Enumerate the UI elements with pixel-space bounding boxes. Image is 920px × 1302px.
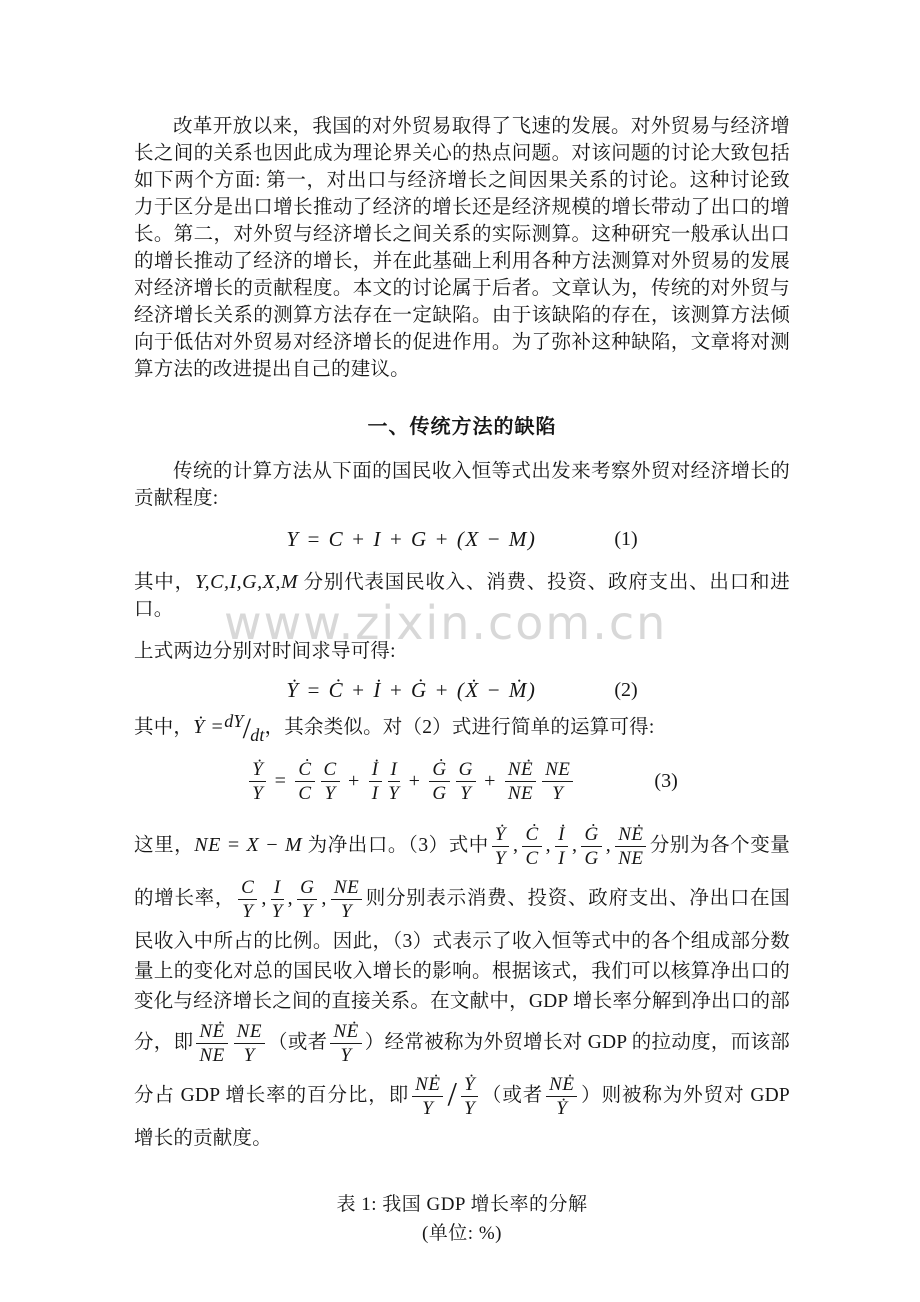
text-segment: 其中，	[134, 717, 194, 738]
fraction-slash: /	[242, 712, 252, 746]
fraction-numerator: NĖ	[412, 1074, 443, 1097]
fraction	[505, 759, 536, 805]
fraction	[238, 877, 257, 923]
fraction-denominator: Y	[341, 901, 353, 923]
fraction	[297, 877, 317, 923]
fraction-denominator: Y	[460, 783, 472, 805]
paragraph-net-export	[134, 820, 790, 1154]
fraction	[492, 824, 509, 870]
intro-paragraph: 改革开放以来，我国的对外贸易取得了飞速的发展。对外贸易与经济增长之间的关系也因此成为理论界关心的热点问题。对该问题的讨论大致包括如下两个方面: 第一，对出口与经济增长之间因果关系的讨论。这种讨论致力于区分是出口增长推动了经济的增长还是经济规模的增长带动了出口的增长。第二，对外贸与经济增长之间关系的实际测算。这种研究一般承认出口的增长推动了经济的增长，并在此基础上利用各种方法测算对外贸易的发展对经济增长的贡献程度。本文的讨论属于后者。文章认为，传统的对外贸与经济增长关系的测算方法存在一定缺陷。由于该缺陷的存在，该测算方法倾向于低估对外贸易对经济增长的促进作用。为了弥补这种缺陷，文章将对测算方法的改进提出自己的建议。	[134, 116, 790, 380]
fraction-numerator: NE	[234, 1021, 265, 1044]
equation-3-body	[246, 759, 576, 805]
fraction	[234, 1021, 265, 1067]
fraction-numerator: G	[297, 877, 317, 900]
fraction	[542, 759, 573, 805]
fraction-numerator: I	[388, 759, 401, 782]
text-segment: ）则被称为外贸对 GDP 增长的贡献度。	[134, 1085, 790, 1149]
fraction	[581, 824, 601, 870]
comma-separator: ,	[321, 887, 327, 910]
comma-separator: ,	[287, 887, 294, 910]
fraction-denominator: Y	[271, 901, 283, 923]
fraction-numerator: NĖ	[546, 1074, 577, 1097]
comma-separator: ,	[605, 833, 612, 856]
fraction-denominator: Y	[242, 901, 254, 923]
fraction	[456, 759, 476, 805]
fraction-denominator: C	[298, 783, 312, 805]
plus-sign: +	[482, 769, 498, 792]
fraction-denominator: G	[432, 783, 447, 805]
section-heading: 一、传统方法的缺陷	[367, 416, 557, 438]
plus-sign: +	[346, 769, 362, 792]
fraction	[321, 759, 340, 805]
comma-separator: ,	[545, 833, 552, 856]
table-caption: 表 1: 我国 GDP 增长率的分解	[336, 1193, 588, 1215]
fraction-numerator: Ċ	[295, 759, 314, 782]
table-unit: (单位: %)	[421, 1222, 502, 1244]
fraction-numerator: Ẏ	[249, 759, 266, 782]
watermark: www.zixin.com.cn	[224, 596, 668, 650]
text-segment: ）经常被称为外贸增长对 GDP 的拉动度，而该部分占 GDP 增长率的百分比，即	[134, 1031, 791, 1107]
fraction	[429, 759, 449, 805]
fraction-denominator: Y	[494, 847, 506, 869]
fraction-numerator: İ	[369, 759, 382, 782]
division-slash: /	[447, 1075, 458, 1113]
fraction-denominator: dt	[250, 725, 265, 746]
fraction-denominator: I	[371, 783, 379, 805]
fraction-dy-dt	[224, 711, 265, 746]
comma-separator: ,	[261, 887, 267, 910]
fraction	[331, 877, 362, 923]
math-expression: NE = X − M	[194, 833, 303, 856]
text-segment: 为净出口。（3）式中	[302, 834, 489, 856]
fraction	[546, 1074, 577, 1120]
text-segment: （或者	[481, 1085, 544, 1107]
comma-separator: ,	[571, 833, 578, 856]
table-caption-block	[134, 1190, 790, 1248]
fraction	[330, 1021, 361, 1067]
math-variable: Ẏ =	[193, 716, 225, 738]
fraction-denominator: NE	[199, 1044, 225, 1066]
equation-1-number: (1)	[614, 528, 638, 550]
fraction-numerator: I	[271, 877, 284, 900]
equation-3-number: (3)	[654, 770, 678, 793]
fraction	[271, 877, 284, 923]
paragraph-traditional-method: 传统的计算方法从下面的国民收入恒等式出发来考察外贸对经济增长的贡献程度:	[134, 461, 790, 509]
text-segment: 这里，	[134, 834, 195, 856]
text-segment: 其中，	[134, 572, 195, 593]
fraction-denominator: Y	[464, 1098, 476, 1120]
fraction-numerator: NE	[542, 759, 573, 782]
text-segment: 分别代表国民收入、消费、投资、政府支出、出口和进口。	[134, 572, 790, 620]
fraction	[249, 759, 266, 805]
fraction-numerator: Ẏ	[461, 1074, 478, 1097]
fraction-denominator: Y	[422, 1098, 434, 1120]
fraction-numerator: Ġ	[429, 759, 449, 782]
paragraph-notation	[134, 711, 790, 746]
fraction	[369, 759, 382, 805]
fraction	[295, 759, 314, 805]
equation-2-number: (2)	[614, 679, 638, 701]
equation-1-body: Y = C + I + G + (X − M)	[286, 527, 537, 551]
fraction-numerator: NĖ	[196, 1021, 227, 1044]
fraction-denominator: Ẏ	[556, 1098, 568, 1120]
fraction-denominator: Y	[243, 1044, 255, 1066]
plus-sign: +	[407, 769, 423, 792]
fraction	[196, 1021, 227, 1067]
text-segment: （或者	[267, 1031, 328, 1053]
fraction-numerator: Ċ	[522, 824, 541, 847]
fraction	[412, 1074, 443, 1120]
equation-2	[134, 678, 790, 703]
text-segment: 则分别表示消费、投资、政府支出、净出口在国民收入中所占的比例。因此，（3）式表示了收入恒等式中的各个组成部分数量上的变化对总的国民收入增长的影响。根据该式，我们可以核算净出口的变化与经济增长之间的直接关系。在文献中，GDP 增长率分解到净出口的部分，即	[134, 888, 790, 1053]
fraction	[388, 759, 401, 805]
fraction-numerator: C	[321, 759, 340, 782]
text-segment: 分别为各个变量的增长率，	[134, 834, 791, 910]
fraction-denominator: Y	[301, 901, 313, 923]
fraction-numerator: İ	[555, 824, 568, 847]
fraction-denominator: C	[525, 847, 539, 869]
equation-3	[134, 759, 790, 805]
fraction-numerator: NĖ	[330, 1021, 361, 1044]
equals-sign: =	[273, 769, 289, 792]
fraction	[522, 824, 541, 870]
equation-1	[134, 527, 790, 552]
fraction-numerator: dY	[224, 711, 244, 732]
fraction-numerator: NĖ	[505, 759, 536, 782]
fraction-denominator: Y	[340, 1044, 352, 1066]
fraction-denominator: NE	[507, 783, 534, 805]
text-segment: ，其余类似。对（2）式进行简单的运算可得:	[264, 717, 655, 738]
fraction	[555, 824, 568, 870]
fraction-numerator: G	[456, 759, 476, 782]
fraction-denominator: I	[558, 847, 565, 869]
fraction-denominator: Y	[388, 783, 400, 805]
fraction-numerator: Ġ	[581, 824, 601, 847]
fraction-numerator: C	[238, 877, 257, 900]
fraction-denominator: Y	[252, 783, 264, 805]
paragraph-derivative-intro: 上式两边分别对时间求导可得:	[134, 641, 396, 662]
equation-2-body: Ẏ = Ċ + İ + Ġ + (Ẋ − Ṁ)	[286, 678, 537, 702]
math-variables: Y,C,I,G,X,M	[194, 571, 298, 593]
paragraph-variables	[134, 569, 790, 623]
fraction-denominator: Y	[552, 783, 564, 805]
fraction-numerator: NE	[331, 877, 362, 900]
fraction-denominator: G	[584, 847, 599, 869]
comma-separator: ,	[512, 833, 519, 856]
fraction-numerator: NĖ	[615, 824, 646, 847]
fraction	[615, 824, 646, 870]
fraction-denominator: Y	[324, 783, 336, 805]
fraction-denominator: NE	[618, 847, 644, 869]
fraction	[461, 1074, 478, 1120]
fraction-numerator: Ẏ	[492, 824, 509, 847]
